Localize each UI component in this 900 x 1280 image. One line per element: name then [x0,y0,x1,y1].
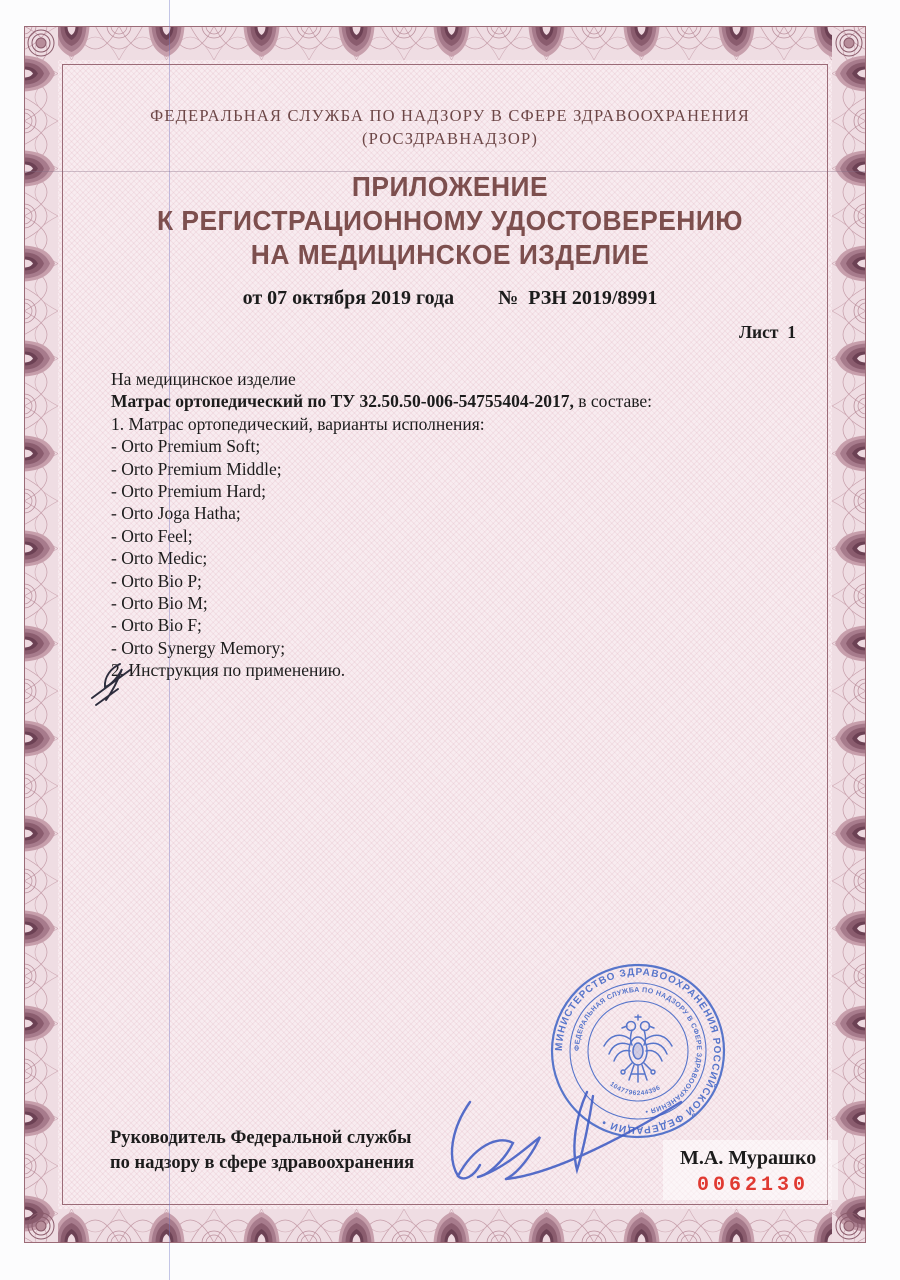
variant-item: - Orto Synergy Memory; [111,637,286,658]
handwritten-signature [443,1086,695,1194]
variant-item: - Orto Bio P; [111,570,202,591]
agency-short-name: (РОСЗДРАВНАДЗОР) [361,129,539,148]
issuing-agency-header [60,104,840,150]
device-description-block [111,368,751,682]
variant-item: - Orto Premium Middle; [111,458,282,479]
vertical-fold-line [169,0,170,1280]
horizontal-fold-line [24,171,866,172]
sheet-number: Лист 1 [739,322,796,342]
variant-item: - Orto Bio F; [111,615,202,636]
title-line-2: К РЕГИСТРАЦИОННОМУ УДОСТОВЕРЕНИЮ [156,205,744,236]
stamp-ogrn-number: 1047796244396 [608,1080,662,1098]
issue-date: от 07 октября 2019 года [242,287,455,309]
variant-item: - Orto Bio M; [111,593,208,614]
stamp-outer-ring-text: МИНИСТЕРСТВО ЗДРАВООХРАНЕНИЯ РОССИЙСКОЙ ФЕДЕРАЦИИ • [553,966,723,1136]
product-name-bold: Матрас ортопедический по ТУ 32.50.50-006-54755404-2017, [111,391,574,412]
component-1: 1. Матрас ортопедический, варианты исполнения: [111,413,485,434]
document-title [76,170,825,272]
product-name-rest: в составе: [573,391,653,412]
title-line-3: НА МЕДИЦИНСКОЕ ИЗДЕЛИЕ [250,239,650,270]
registration-number: № РЗН 2019/8991 [498,287,658,309]
variant-item: - Orto Feel; [111,525,193,546]
component-2: 2. Инструкция по применению. [111,660,346,681]
date-and-number-row [60,287,840,310]
variant-item: - Orto Premium Soft; [111,436,261,457]
variant-item: - Orto Medic; [111,548,208,569]
agency-name: ФЕДЕРАЛЬНАЯ СЛУЖБА ПО НАДЗОРУ В СФЕРЕ ЗДРАВООХРАНЕНИЯ [150,106,750,125]
product-line [111,390,751,412]
stamp-inner-ring-text: ФЕДЕРАЛЬНАЯ СЛУЖБА ПО НАДЗОРУ В СФЕРЕ ЗДРАВООХРАНЕНИЯ • [573,986,703,1115]
signer-title-block [110,1126,414,1176]
variant-item: - Orto Joga Hatha; [111,503,241,524]
signer-title-line-1: Руководитель Федеральной службы [110,1128,412,1148]
handwritten-paraph-mark [84,660,140,712]
intro-line: На медицинское изделие [111,369,296,389]
signer-name: М.А. Мурашко [680,1147,817,1169]
stamp-eagle-emblem [604,1015,672,1082]
signer-title-line-2: по надзору в сфере здравоохранения [110,1153,415,1173]
variant-item: - Orto Premium Hard; [111,481,267,502]
serial-number: 0062130 [697,1174,810,1197]
title-line-1: ПРИЛОЖЕНИЕ [351,171,549,202]
